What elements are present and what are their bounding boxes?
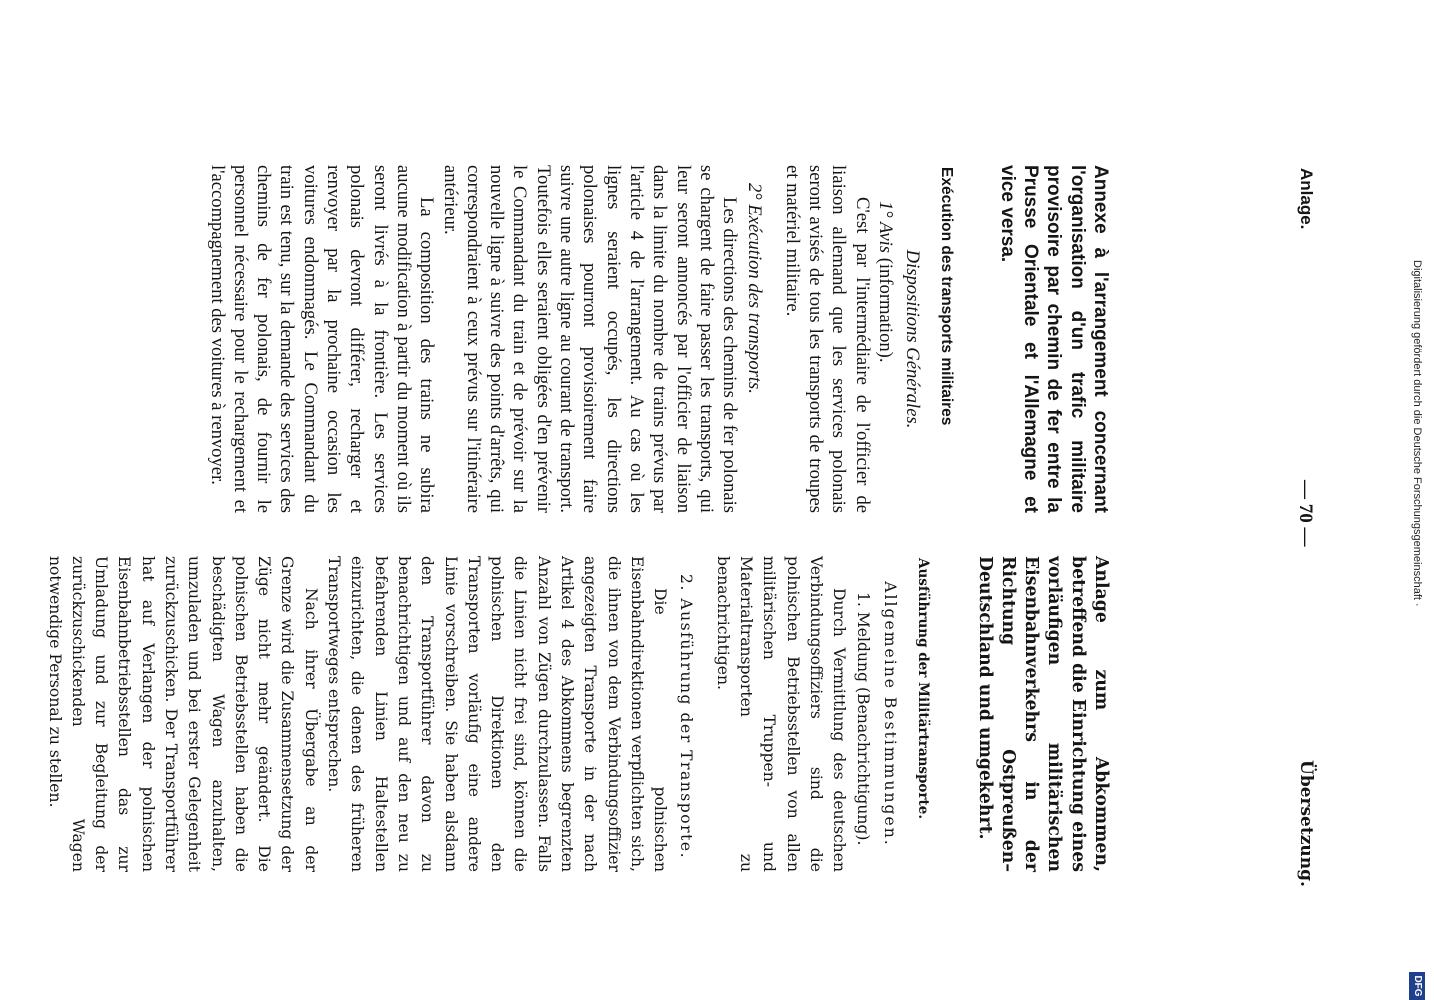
french-title: Annexe à l'arrangement concernant l'organisation d'un trafic militaire provisoire par chemin de fer entre la Prusse Orientale et l'Allemagne et vice versa. — [996, 165, 1111, 513]
french-paragraph-1: C'est par l'intermédiaire de l'officier de liaison allemand que les services polonais seront avisés de tous les transports de troupes et matériel militaire. — [781, 165, 873, 513]
running-header — [1286, 0, 1316, 1000]
page-number: — 70 — — [1295, 480, 1316, 547]
french-section-heading: Exécution des transports militaires — [937, 167, 955, 426]
german-section-heading: Ausführung der Militärtransporte. — [915, 558, 932, 820]
french-heading-1-mark: 1° Avis — [874, 201, 896, 254]
german-paragraph-1: Durch Vermittlung des deutschen Verbindungsoffiziers sind die polnischen Betriebsstellen von allen militärischen Truppen- und Materialtransporten zu benachrichtigen. — [713, 556, 849, 872]
french-heading-1 — [874, 201, 897, 513]
german-subtitle: Allgemeine Bestimmungen. — [880, 581, 899, 847]
german-paragraph-2: Die polnischen Eisenbahndirektionen verpflichten sich, die ihnen von dem Verbindungsoffizier angezeigten Transporte in der nach Artikel 4 des Abkommens begrenzten Anzahl von Zügen durchzulassen. Falls die Linien nicht frei sind, können die polnischen Direktionen den Transporten vorläufig eine andere Linie vorschreiben. Sie haben alsdann den Transportführer davon zu benachrichtigen und auf den neu zu befahrenden Linien Haltestellen einzurichten, die denen des früheren Transportweges entsprechen. — [325, 556, 670, 872]
german-title: Anlage zum Abkommen, betreffend die Einrichtung eines vorläufigen militärischen Eisenbahnverkehrs in der Richtung Ostpreußen–Deutschland und umgekehrt. — [974, 556, 1111, 872]
french-paragraph-2: Les directions des chemins de fer polonais se chargent de faire passer les transports, qui leur seront annoncés par l'officier de liaison dans la limite du nombre de trains prévus par l'article 4 de l'arrangement. Au cas où les lignes seraient occupés, les directions polonaises pourront provisoirement faire suivre une autre ligne au courant de transport. Toutefois elles seraient obligées d'en prévenir le Commandant du train et de prévoir sur la nouvelle ligne à suivre des points d'arrêts, qui correspondraient à ceux prévus sur l'itinéraire antérieur. — [439, 165, 741, 514]
digitization-credit — [1407, 260, 1425, 1000]
french-heading-1-text: (information). — [874, 257, 896, 363]
french-heading-2: 2° Exécution des transports. — [744, 183, 766, 394]
right-running-label: Übersetzung. — [1296, 760, 1316, 887]
german-heading-1: 1. Meldung (Benachrichtigung). — [853, 592, 872, 846]
french-subtitle: Dispositions Générales. — [902, 249, 924, 429]
french-column — [205, 165, 1112, 513]
german-column — [42, 556, 1112, 872]
german-paragraph-3: Nach ihrer Übergabe an der Grenze wird die Zusammensetzung der Züge nicht mehr geändert. Die polnischen Betriebsstellen haben die beschädigten Wagen anzuhalten, umzuladen und bei erster Gelegenheit zurückzuschicken. Der Transportführer hat auf Verlangen der polnischen Eisenbahnbetriebsstellen das zur Umladung und zur Begleitung der zurückzuschickenden Wagen notwendige Personal zu stellen. — [45, 556, 320, 872]
german-heading-2: 2. Ausführung der Transporte. — [676, 574, 695, 860]
left-running-label: Anlage. — [1297, 168, 1316, 230]
french-paragraph-3: La composition des trains ne subira aucune modification à partir du moment où ils seront livrés à la frontière. Les services polonais devront différer, recharger et renvoyer par la prochaine occasion les voitures endommagés. Le Commandant du train est tenu, sur la demande des services des chemins de fer polonais, de fournir le personnel nécessaire pour le rechargement et l'accompagnement des voitures à renvoyer. — [206, 165, 438, 513]
dfg-logo: DFG — [1409, 972, 1425, 1000]
digitization-note: Digitalisierung gefördert durch die Deutsche Forschungsgemeinschaft · — [1411, 260, 1423, 607]
